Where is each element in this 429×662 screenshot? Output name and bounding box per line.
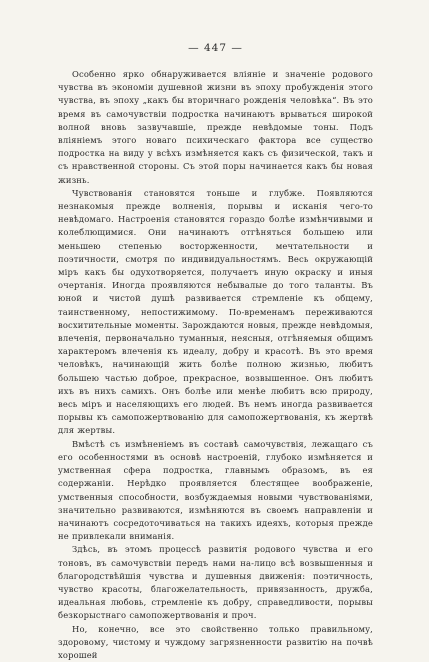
paragraph-5: Но, конечно, все это свойственно только правильному, здоровому, чистому и чуждому загрязненности развитію на почвѣ хорошей (58, 623, 373, 660)
paragraph-2: Чувствованія становятся тоньше и глубже. Появляются незнакомыя прежде волненія, порывы и исканія чего-то невѣдомаго. Настроенія становятся гораздо болѣе измѣнчивыми и колеблющимися. Они начинаютъ отгѣняться большею или меньшею степенью восторженности, мечтательности и поэтичности, смотря по индивидуальностямъ. Весь окружающій міръ какъ бы одухотворяется, получаетъ иную окраску и иныя очертанія. Иногда проявляются небывалые до того таланты. Въ юной и чистой душѣ развивается стремленіе къ общему, таинственному, непостижимому. По-временамъ переживаются восхитительные моменты. Зарождаются новыя, прежде невѣдомыя, влеченія, первоначально туманныя, неясныя, отгѣняемыя общимъ характеромъ влеченія къ идеалу, добру и красотѣ. Въ это время человѣкъ, начинающій жить болѣе полною жизнью, любитъ большею частью доброе, прекрасное, возвышенное. Онъ любитъ ихъ въ нихъ самихъ. Онъ болѣе или менѣе любитъ всю природу, весь міръ и населяющихъ его людей. Въ немъ иногда развивается порывы къ самопожертвованію для самопожертвованія, къ жертвѣ для жертвы. (58, 187, 373, 436)
paragraph-4: Здѣсь, въ этомъ процессѣ развитія родового чувства и его тоновъ, въ самочувствіи передъ нами на-лицо всѣ возвышенныя и благородствѣйшія чувства и душевныя движенія: поэтичность, чувство красоты, благожелательность, привязанность, дружба, идеальная любовь, стремленіе къ добру, справедливости, порывы безкорыстнаго самопожертвованія и проч. (58, 544, 373, 621)
body-text (58, 68, 373, 662)
paragraph-3: Вмѣстѣ съ измѣненіемъ въ составѣ самочувствія, лежащаго съ его особенностями въ основѣ настроеній, глубоко измѣняется и умственная сфера подростка, главнымъ образомъ, въ ея содержаніи. Нерѣдко проявляется блестящее воображеніе, умственныя способности, возбуждаемыя новыми чувствованіями, значительно развиваются, измѣняются въ своемъ направленіи и начинаютъ сосредоточиваться на такихъ идеяхъ, которыя прежде не привлекали вниманія. (58, 438, 373, 542)
paragraph-1: Особенно ярко обнаруживается вліяніе и значеніе родового чувства въ экономіи душевной жизни въ эпоху пробужденія этого чувства, въ эпоху „какъ бы вторичнаго рожденія человѣка“. Въ это время въ самочувствіи подростка начинаютъ врываться широкой волной вновь зазвучавшіе, прежде невѣдомые тоны. Подъ вліяніемъ этого новаго психическаго фактора все существо подростка на виду у всѣхъ измѣняется какъ съ физической, такъ и съ нравственной стороны. Съ этой поры начинается какъ бы новая жизнь. (58, 69, 373, 185)
page-number: — 447 — (188, 42, 243, 54)
